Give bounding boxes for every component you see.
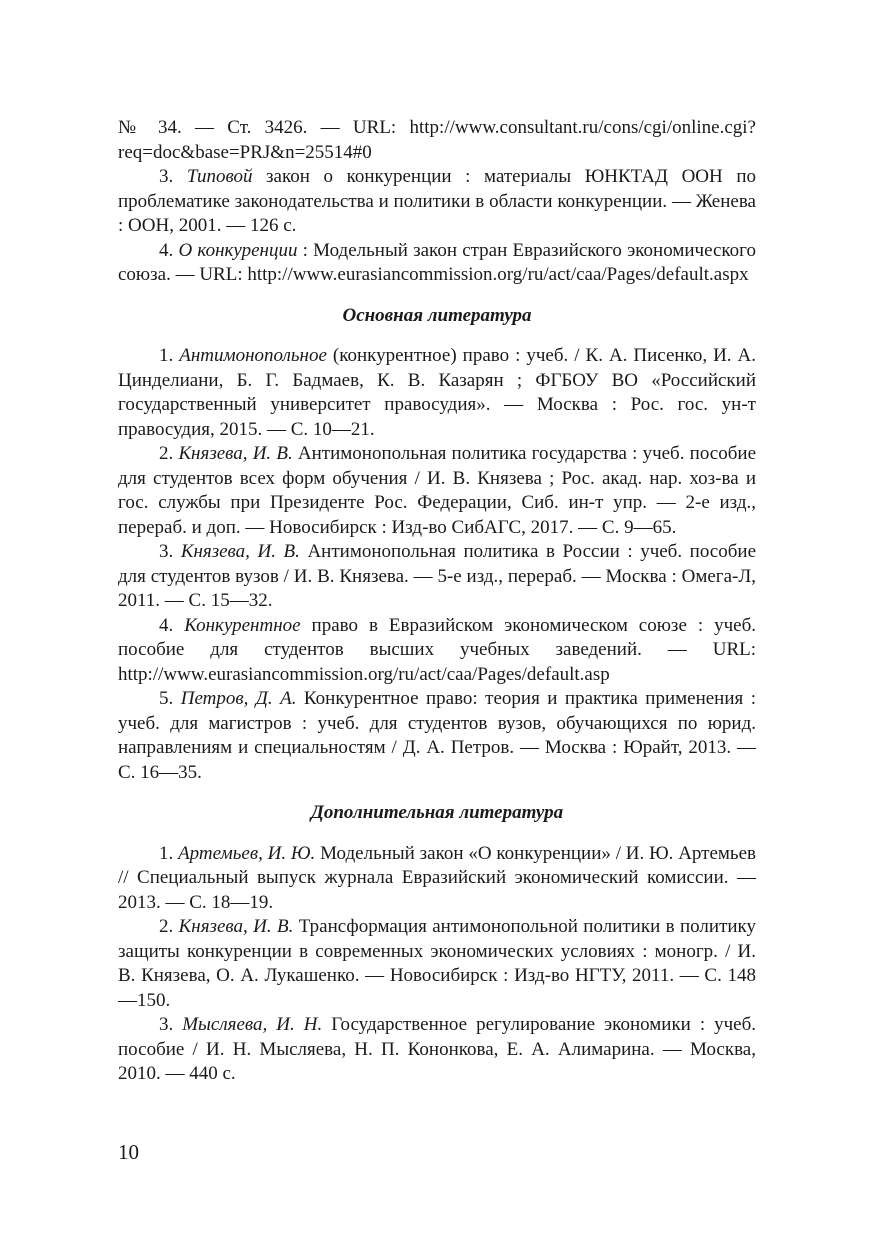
ref-number: 2.	[159, 916, 174, 937]
reference-item	[118, 915, 756, 1013]
ref-text: Конкурентное право: теория и практика применения : учеб. для магистров : учеб. для студентов вузов, обучающихся по юрид. направлениям и специальностям / Д. А. Петров. — Москва : Юрайт, 2013. — С. 16—35.	[118, 688, 756, 783]
ref-number: 5.	[159, 688, 174, 709]
ref-text: Антимонопольная политика государства : учеб. пособие для студентов всех форм обучения / И. В. Князева ; Рос. акад. нар. хоз-ва и гос. службы при Президенте Рос. Федерации, Сиб. ин-т упр. — 2-е изд., перераб. и доп. — Новосибирск : Изд-во СибАГС, 2017. — С. 9—65.	[118, 443, 757, 538]
ref-text: Государственное регулирование экономики : учеб. пособие / И. Н. Мысляева, Н. П. Кононкова, Е. А. Алимарина. — Москва, 2010. — 440 с.	[118, 1014, 756, 1084]
reference-item	[118, 687, 756, 785]
ref-text: Антимонопольная политика в России : учеб. пособие для студентов вузов / И. В. Князева. — 5-е изд., перераб. — Москва : Омега-Л, 2011. — С. 15—32.	[118, 541, 757, 611]
ref-italic: Антимонопольное	[179, 345, 327, 366]
reference-item	[118, 344, 756, 442]
ref-text: закон о конкуренции : материалы ЮНКТАД ООН по проблематике законодательства и политики в области конкуренции. — Женева : ООН, 2001. — 126 с.	[118, 166, 756, 236]
continued-reference: № 34. — Ст. 3426. — URL: http://www.consultant.ru/cons/cgi/online.cgi?req=doc&base=PRJ&n=25514#0	[118, 117, 756, 163]
reference-item	[118, 540, 756, 614]
section-title-additional: Дополнительная литература	[310, 802, 564, 823]
ref-italic: Артемьев, И. Ю.	[178, 842, 316, 864]
reference-item	[118, 442, 756, 540]
ref-number: 2.	[159, 443, 174, 464]
ref-italic: Петров, Д. А.	[180, 688, 297, 709]
ref-number: 4.	[159, 239, 174, 261]
ref-number: 3.	[159, 541, 174, 562]
reference-item	[118, 614, 756, 688]
ref-text: : Модельный закон стран Евразийского экономического союза. — URL: http://www.eurasiancommission.org/ru/act/caa/Pages/default.aspx	[118, 239, 757, 285]
reference-item	[118, 842, 756, 916]
ref-italic: Князева, И. В.	[180, 541, 300, 562]
ref-italic: Мысляева, И. Н.	[182, 1014, 323, 1035]
ref-text: право в Евразийском экономическом союзе : учеб. пособие для студентов высших учебных заведений. — URL: http://www.eurasiancommission.org/ru/act/caa/Pages/default.asp	[118, 614, 757, 685]
ref-italic: Типовой	[186, 166, 253, 187]
ref-italic: Князева, И. В.	[178, 443, 293, 464]
reference-item	[118, 1013, 756, 1087]
ref-number: 3.	[159, 1014, 174, 1035]
page-number: 10	[118, 1140, 139, 1164]
reference-item	[118, 165, 756, 239]
section-title-main: Основная литература	[342, 304, 532, 326]
ref-number: 3.	[159, 166, 174, 187]
ref-number: 1.	[159, 842, 174, 864]
ref-text: Модельный закон «О конкуренции» / И. Ю. Артемьев // Специальный выпуск журнала Евразийский экономический комиссии. — 2013. — С. 18—19.	[118, 842, 756, 913]
ref-text: (конкурентное) право : учеб. / К. А. Писенко, И. А. Цинделиани, Б. Г. Бадмаев, К. В. Казарян ; ФГБОУ ВО «Российский государственный университет правосудия». — Москва : Рос. гос. ун-т правосудия, 2015. — С. 10—21.	[118, 345, 757, 440]
ref-italic: Князева, И. В.	[178, 916, 294, 937]
reference-item	[118, 239, 756, 288]
ref-italic: О конкуренции	[178, 239, 298, 261]
ref-number: 1.	[159, 345, 174, 366]
ref-italic: Конкурентное	[184, 614, 301, 636]
ref-number: 4.	[159, 614, 174, 636]
page-body	[118, 116, 756, 1087]
ref-text: Трансформация антимонопольной политики в политику защиты конкуренции в современных экономических условиях : моногр. / И. В. Князева, О. А. Лукашенко. — Новосибирск : Изд-во НГТУ, 2011. — С. 148—150.	[118, 916, 757, 1011]
